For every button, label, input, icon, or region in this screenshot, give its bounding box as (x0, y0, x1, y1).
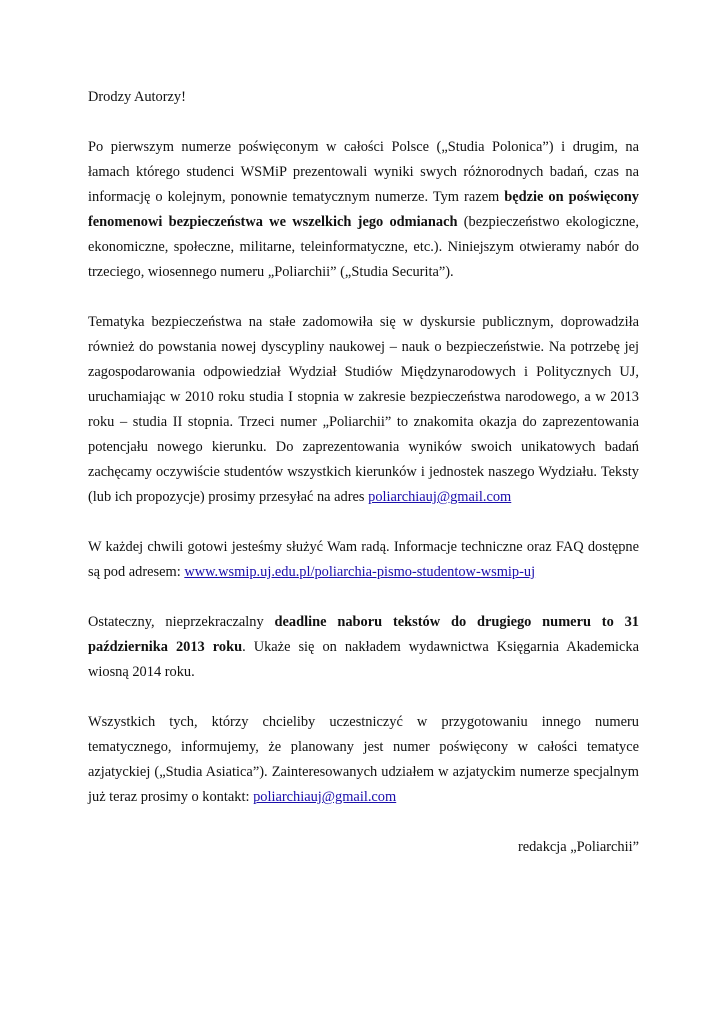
paragraph-help (88, 535, 639, 585)
paragraph-topic (88, 310, 639, 510)
paragraph-help-text: W każdej chwili gotowi jesteśmy służyć Wam radą. Informacje techniczne oraz FAQ dostępne są pod adresem: (88, 539, 639, 580)
paragraph-deadline (88, 610, 639, 685)
faq-url-link[interactable]: www.wsmip.uj.edu.pl/poliarchia-pismo-studentow-wsmip-uj (184, 564, 536, 580)
paragraph-intro (88, 135, 639, 285)
paragraph-intro-text-1: Po pierwszym numerze poświęconym w całości Polsce („Studia Polonica”) i drugim, na łamach którego studenci WSMiP prezentowali wyniki swych różnorodnych badań, czas na informację o kolejnym, ponownie tematycznym numerze. Tym razem (88, 139, 639, 205)
paragraph-intro-text-2: (bezpieczeństwo ekologiczne, ekonomiczne, społeczne, militarne, teleinformatyczne, etc.). Niniejszym otwieramy nabór do trzeciego, wiosennego numeru „Poliarchii” („Studia Securita”). (88, 214, 640, 280)
paragraph-asiatica (88, 710, 639, 810)
letter-body (88, 85, 639, 885)
paragraph-deadline-bold: deadline naboru tekstów do drugiego numeru to 31 października 2013 roku (88, 614, 639, 655)
signature: redakcja „Poliarchii” (517, 839, 639, 855)
paragraph-topic-text: Tematyka bezpieczeństwa na stałe zadomowiła się w dyskursie publicznym, doprowadziła również do powstania nowej dyscypliny naukowej – nauk o bezpieczeństwie. Na potrzebę jej zagospodarowania odpowiedział Wydział Studiów Międzynarodowych i Politycznych UJ, uruchamiając w 2010 roku studia I stopnia w zakresie bezpieczeństwa narodowego, a w 2013 roku – studia II stopnia. Trzeci numer „Poliarchii” to znakomita okazja do zaprezentowania potencjału nowego kierunku. Do zaprezentowania wyników swoich unikatowych badań zachęcamy oczywiście studentów wszystkich kierunków i jednostek naszego Wydziału. Teksty (lub ich propozycje) prosimy przesyłać na adres (88, 314, 639, 505)
paragraph-asiatica-text: Wszystkich tych, którzy chcieliby uczestniczyć w przygotowaniu innego numeru tematycznego, informujemy, że planowany jest numer poświęcony w całości tematyce azjatyckiej („Studia Asiatica”). Zainteresowanych udziałem w azjatyckim numerze specjalnym już teraz prosimy o kontakt: (88, 714, 639, 805)
paragraph-deadline-text-2: . Ukaże się on nakładem wydawnictwa Księgarnia Akademicka wiosną 2014 roku. (88, 639, 640, 680)
paragraph-deadline-text-1: Ostateczny, nieprzekraczalny (88, 614, 275, 630)
paragraph-intro-bold: będzie on poświęcony fenomenowi bezpieczeństwa we wszelkich jego odmianach (88, 189, 640, 230)
salutation: Drodzy Autorzy! (88, 89, 186, 105)
email-link-contact[interactable]: poliarchiauj@gmail.com (253, 789, 397, 805)
email-link-submissions[interactable]: poliarchiauj@gmail.com (368, 489, 512, 505)
